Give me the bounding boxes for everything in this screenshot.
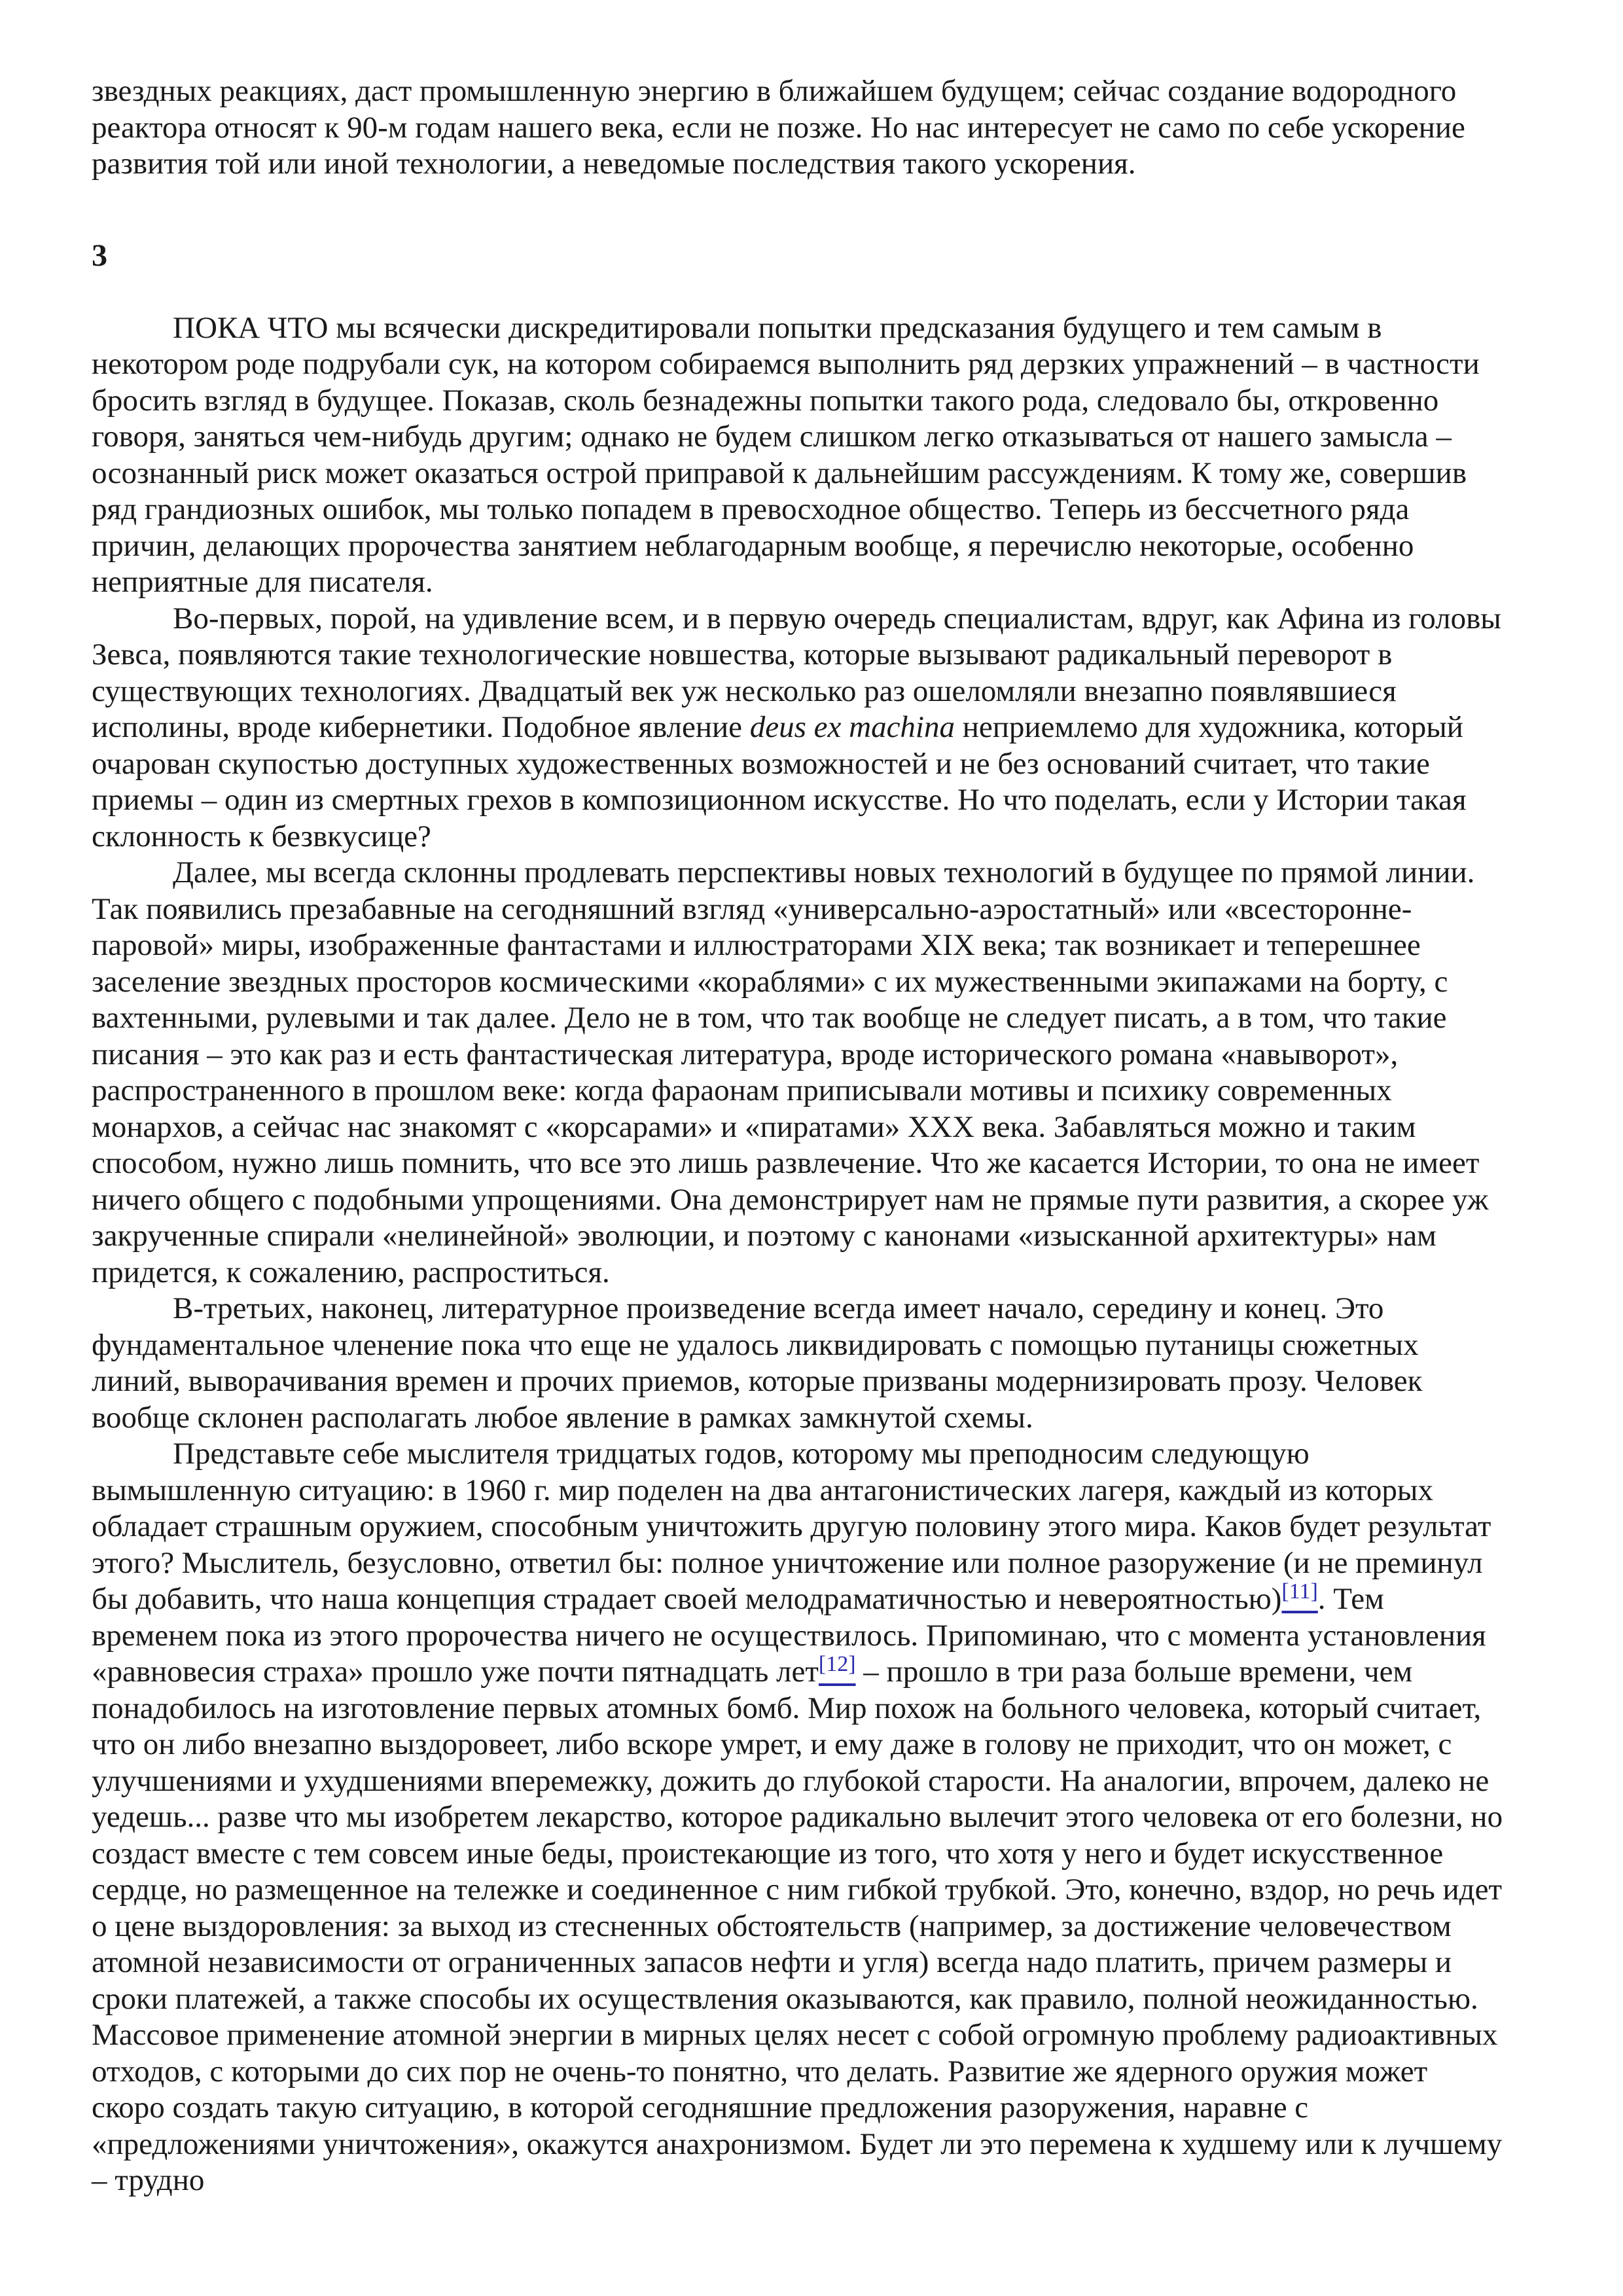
footnote-link-11[interactable] <box>1281 1579 1318 1616</box>
paragraph-5-part-3: – прошло в три раза больше времени, чем понадобилось на изготовление первых атомных бомб. Мир похож на больного человека, который считает, что он либо внезапно выздоровеет, либо вскоре умрет, и ему даже в голову не приходит, что он может, с улучшениями и ухудшениями вперемежку, дожить до глубокой старости. На аналогии, впрочем, далеко не уедешь... разве что мы изобретем лекарство, которое радикально вылечит этого человека от его болезни, но создаст вместе с тем совсем иные беды, проистекающие из того, что хотя у него и будет искусственное сердце, но размещенное на тележке и соединенное с ним гибкой трубкой. Это, конечно, вздор, но речь идет о цене выздоровления: за выход из стесненных обстоятельств (например, за достижение человечеством атомной независимости от ограниченных запасов нефти и угля) всегда надо платить, причем размеры и сроки платежей, а также способы их осуществления оказываются, как правило, полной неожиданностью. Массовое применение атомной энергии в мирных целях несет с собой огромную проблему радиоактивных отходов, с которыми до сих пор не очень-то понятно, что делать. Развитие же ядерного оружия может скоро создать такую ситуацию, в которой сегодняшние предложения разоружения, наравне с «предложениями уничтожения», окажутся анахронизмом. Будет ли это перемена к худшему или к лучшему – трудно <box>92 1655 1503 2197</box>
paragraph-2-text-before: Во-первых, порой, на удивление всем, и в первую очередь специалистам, вдруг, как Афина из головы Зевса, появляются такие технологические новшества, которые вызывают радикальный переворот в существующих технологиях. Двадцатый век уж несколько раз ошеломляли внезапно появлявшиеся исполины, вроде кибернетики. Подобное явление <box>92 601 1501 744</box>
paragraph-5-part-2: . Тем временем пока из этого пророчества ничего не осуществилось. Припоминаю, что с момента установления «равновесия страха» прошло уже почти пятнадцать лет <box>92 1582 1486 1689</box>
paragraph-2-text-after: неприемлемо для художника, который очарован скупостью доступных художественных возможностей и не без оснований считает, что такие приемы – один из смертных грехов в композиционном искусстве. Но что поделать, если у Истории такая склонность к безвкусице? <box>92 710 1467 853</box>
paragraph-1: ПОКА ЧТО мы всячески дискредитировали попытки предсказания будущего и тем самым в некотором роде подрубали сук, на котором собираемся выполнить ряд дерзких упражнений – в частности бросить взгляд в будущее. Показав, сколь безнадежны попытки такого рода, следовало бы, откровенно говоря, заняться чем-нибудь другим; однако не будем слишком легко отказываться от нашего замысла – осознанный риск может оказаться острой приправой к дальнейшим рассуждениям. К тому же, совершив ряд грандиозных ошибок, мы только попадем в превосходное общество. Теперь из бессчетного ряда причин, делающих пророчества занятием неблагодарным вообще, я перечислю некоторые, особенно неприятные для писателя. <box>92 310 1480 599</box>
paragraph-2 <box>92 601 1505 855</box>
footnote-marker-12[interactable]: [12] <box>818 1652 856 1676</box>
paragraph-4: В-третьих, наконец, литературное произведение всегда имеет начало, середину и конец. Это фундаментальное членение пока что еще не удалось ликвидировать с помощью путаницы сюжетных линий, выворачивания времен и прочих приемов, которые призваны модернизировать прозу. Человек вообще склонен располагать любое явление в рамках замкнутой схемы. <box>92 1291 1423 1435</box>
paragraph-3: Далее, мы всегда склонны продлевать перспективы новых технологий в будущее по прямой линии. Так появились презабавные на сегодняшний взгляд «универсально-аэростатный» или «всесторонне-паровой» миры, изображенные фантастами и иллюстраторами XIX века; так возникает и теперешнее заселение звездных просторов космическими «кораблями» с их мужественными экипажами на борту, с вахтенными, рулевыми и так далее. Дело не в том, что так вообще не следует писать, а в том, что такие писания – это как раз и есть фантастическая литература, вроде исторического романа «навыворот», распространенного в прошлом веке: когда фараонам приписывали мотивы и психику современных монархов, а сейчас нас знакомят с «корсарами» и «пиратами» XXX века. Забавляться можно и таким способом, нужно лишь помнить, что все это лишь развлечение. Что же касается Истории, то она не имеет ничего общего с подобными упрощениями. Она демонстрирует нам не прямые пути развития, а скорее уж закрученные спирали «нелинейной» эволюции, и поэтому с канонами «изысканной архитектуры» нам придется, к сожалению, распроститься. <box>92 855 1489 1289</box>
footnote-link-12[interactable] <box>818 1652 856 1689</box>
footnote-marker-11[interactable]: [11] <box>1281 1579 1318 1604</box>
latin-phrase: deus ex machina <box>749 710 955 744</box>
paragraph-5 <box>92 1436 1505 2199</box>
intro-paragraph: звездных реакциях, даст промышленную энергию в ближайшем будущем; сейчас создание водородного реактора относят к 90-м годам нашего века, если не позже. Но нас интересует не само по себе ускорение развития той или иной технологии, а неведомые последствия такого ускорения. <box>92 74 1465 181</box>
document-page <box>92 73 1505 2199</box>
paragraph-5-part-1: Представьте себе мыслителя тридцатых годов, которому мы преподносим следующую вымышленную ситуацию: в 1960 г. мир поделен на два антагонистических лагеря, каждый из которых обладает страшным оружием, способным уничтожить другую половину этого мира. Каков будет результат этого? Мыслитель, безусловно, ответил бы: полное уничтожение или полное разоружение (и не преминул бы добавить, что наша концепция страдает своей мелодраматичностью и невероятностью) <box>92 1437 1491 1616</box>
section-heading: 3 <box>92 238 107 273</box>
